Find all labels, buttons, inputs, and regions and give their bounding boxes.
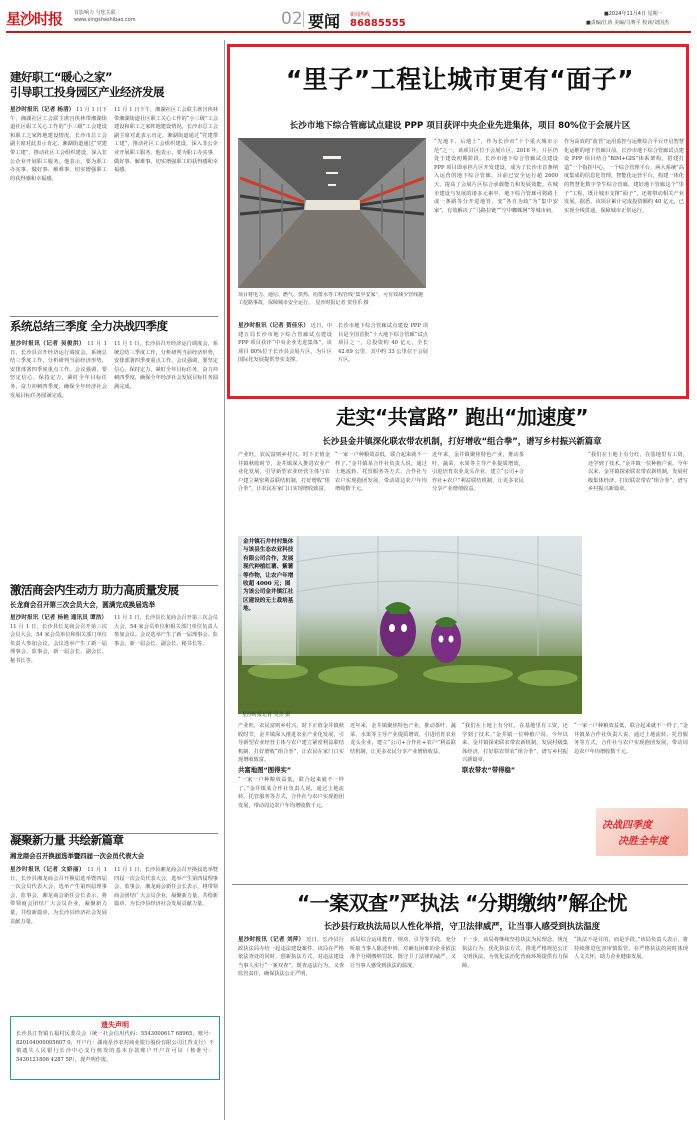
second-col-upper-2-text: “一家一户种粮效益低，联合起来就不一样了。”金井镇某合作社负责人说，通过土地流转、托管服务等方式，合作社与农户实现抱团发展，带动周边农户年均增收数千元。 bbox=[335, 452, 427, 493]
page-number: 02 bbox=[281, 9, 303, 29]
left-article-3-subtitle: 长龙商会召开第三次会员大会，圆满完成换届选举 bbox=[10, 601, 156, 609]
left-article-3-body: 11 月 1 日，长沙县长龙商会召开第三次会员大会，54 家会员单位和相关部门单位负责人参加会议。会议选举产生了新一届理事会、监事会，新一届会长、副会长、秘书长等。 bbox=[10, 623, 107, 664]
left-article-4-byline: 星沙时报讯（记者 文娇丽） bbox=[10, 867, 86, 873]
left-article-2-body-cont: 11 月 1 日，长沙县召开经济运行调度会，系统总结三季度工作，分析研判当前经济形势，安排部署四季度重点工作。会议强调，要坚定信心、保持定力，紧盯全年目标任务，奋力冲刺四季度，确保全年经济社会发展目标任务圆满完成。 bbox=[114, 341, 218, 390]
third-col-1 bbox=[238, 936, 344, 1118]
second-headline: 走实“共富路” 跑出“加速度” bbox=[335, 405, 589, 429]
editors: ■责编/江涛 美编/马赛平 校读/刘国杰 bbox=[586, 20, 669, 26]
left-article-1-byline: 星沙时报讯（记者 杨清） bbox=[10, 107, 75, 113]
third-col-2-text: 该局综合运用教育、规劝、引导等手段，充分听取当事人陈述申辩，对确有困难的企业依法准予分期缴纳罚款，既守卫了法律的威严，又让当事人感受到执法的温度。 bbox=[350, 937, 456, 969]
left-article-4-body: 11 月 1 日，长沙县湘龙商会召开换届选举暨四届一次会员代表大会，选举产生第四届理事会、监事会，湘龙商会新任会长表示，将带领商会团结广大会员企业，凝聚新力量，共绘新篇章，为长沙县经济社会发展贡献力量。 bbox=[10, 867, 107, 925]
third-byline: 星沙时报讯（记者 刘萍） bbox=[238, 937, 305, 943]
second-col-lower-1 bbox=[238, 722, 344, 882]
second-col-lower-1-text: 产业旺，农民富则乡村兴。时下正值金井镇秋收时节，金井镇深入推进农业产业化发展，引导新型农业经营主体与农户建立紧密利益联结机制，打好增收“组合拳”，让农民在家门口实现增收致富。 bbox=[238, 723, 344, 764]
main-col-3-text: 作为高效的“血管”运用监控与运维综合平台开启智慧化运维的地下管廊目前，长沙市地下综合管廊试点建设 PPP 项目结合“BIM+GIS”体系架构，搭建打造“一个指挥中心，一个综合管理平台，两大系统”高度集成的信息化管理，智能化运营平台，构建一体化的智慧化数字孪生综合管廊。建好地下管廊这个“里子”工程，既让城市支撑“面子”，还将带动相关产业发展。据悉，该项目累计完成投资额约 40 亿元，已实现全线贯通，保障城市正常运行。 bbox=[564, 139, 684, 214]
third-col-2 bbox=[350, 936, 456, 1118]
second-col-upper-2 bbox=[335, 451, 427, 536]
third-col-4-text: “执法不是目的，而是手段。”该局负责人表示，将持续推进包容审慎监管，在严格执法的同时体现人文关怀，助力企业健康发展。 bbox=[574, 937, 688, 961]
second-col-lower-3-text: “我们在土地上有分红，在基地里有工资，还学到了技术。”金井镇一位种植户说。今年以来，金井镇探索联农带农新机制，发展村级集体经济，打好联农带农“组合拳”，谱写乡村振兴新篇章。 bbox=[462, 723, 568, 764]
left-article-2-headline: 系统总结三季度 全力决战四季度 bbox=[10, 319, 168, 333]
third-col-1-text: 近日，长沙县行政执法局办结一起违法建设案件，该局在严格依法查处的同时，创新执法方式，对违法建设当事人实行“一案双查”，既查违法行为，又查监管责任，确保执法公正严明。 bbox=[238, 937, 344, 978]
main-col-1 bbox=[238, 322, 332, 392]
left-article-1-body-cont: 11 月 1 日下午，湘湖社区工会联主席宫侠林带湘湖街道社区职工关心工作的“小三级”工会建设和职工之家阵地建设情况。长沙市总工会副主席对此表示肯定。湘湖街道通过“党建带工建”，推动社区工会组织建设，深入非公企业开展职工服务。他表示，要为职工办实事、做好事、解难事，切实增强职工的获得感和幸福感。 bbox=[114, 107, 218, 174]
left-column bbox=[6, 40, 220, 1120]
second-subheadline: 长沙县金井镇深化联农带农机制，打好增收“组合拳”，谱写乡村振兴新篇章 bbox=[322, 436, 602, 446]
third-col-4 bbox=[574, 936, 688, 1118]
page-number-divider bbox=[303, 11, 304, 27]
left-article-3-headline: 激活商会内生动力 助力高质量发展 bbox=[10, 583, 179, 597]
left-article-4-col-2 bbox=[114, 866, 218, 1014]
left-article-3-col-1 bbox=[10, 614, 107, 826]
third-subheadline: 长沙县行政执法局以人性化举措，守卫法律威严，让当事人感受到执法温度 bbox=[323, 921, 601, 931]
second-col-right bbox=[588, 451, 688, 714]
greenhouse-photographer: 星沙时报记者 吴杰 摄 bbox=[242, 712, 291, 718]
hotline-label: 新闻热线 bbox=[350, 12, 371, 18]
left-article-1-headline: 建好职工“暖心之家” 引导职工投身园区产业经济发展 bbox=[10, 70, 164, 99]
campaign-badge-line-1: 决战四季度 bbox=[602, 820, 652, 831]
third-col-3-text: 下一步，该局将继续坚持执法为民理念，规范执法行为，优化执法方式，推进严格规范公正文明执法，为优化法治化营商环境提供有力保障。 bbox=[462, 937, 568, 969]
second-subsection-1: 共富地图“图得实” bbox=[238, 765, 292, 774]
second-col-lower-4 bbox=[574, 722, 688, 806]
left-article-1-col-2 bbox=[114, 106, 218, 314]
left-article-2-col-2 bbox=[114, 340, 218, 585]
campaign-badge bbox=[596, 808, 688, 856]
slogan bbox=[74, 10, 136, 24]
second-col-right-text: “我们在土地上有分红，在基地里有工资，还学到了技术。”金井镇一位种植户说。今年以来，金井镇探索联农带农新机制，发展村级集体经济，打好联农带农“组合拳”，谱写乡村振兴新篇章。 bbox=[588, 452, 688, 493]
second-col-lower-2 bbox=[350, 722, 456, 882]
lost-notice-body: 长沙县江背镇五福村民委员会（统一社会信用代码：5543000617 68965，账号：820104000005607 0，开户行：湖南星沙农村商业银行股份有限公司江背支行）不慎遗失人民银行长沙中心支行核发的基本存款账户开户许可证（核准号：5430121806 4287 5P），现声明作废。 bbox=[16, 1031, 214, 1063]
left-article-2-body: 11 月 1 日，长沙县召开经济运行调度会，系统总结三季度工作，分析研判当前经济形势，安排部署四季度重点工作。会议强调，要坚定信心、保持定力，紧盯全年目标任务，奋力冲刺四季度，确保全年经济社会发展目标任务圆满完成。 bbox=[10, 341, 107, 399]
main-headline: “里子”工程让城市更有“面子” bbox=[285, 65, 635, 94]
slogan-line-2: www.xingshashibao.com bbox=[74, 17, 136, 23]
second-col-upper-3 bbox=[432, 451, 524, 536]
main-byline: 星沙时报讯（记者 贺佳乐） bbox=[238, 323, 309, 329]
pipe-gallery-illustration bbox=[238, 138, 426, 288]
third-headline: “一案双查”严执法 “分期缴纳”解企忧 bbox=[296, 891, 628, 915]
left-article-1-col-1 bbox=[10, 106, 107, 314]
main-col-2-text: “先地下、后地上”，作为长沙市“十个重大城市示范”之一，该项目区位于会展片区，2016 年，片区仍处于建设初期阶段。长沙市地下综合管廊试点建设 PPP 项目即承担片区开发建设，成为了长沙市首条纳入运营的地下综合管廊。目前已安全运行超 2600 天，提高了会展片区综合承载能力和发展效能。在城市建设与发展的诸多元素中，地下综合管廊可将路上或一条路等分开进地管，变“各自为政”为“集中安家”，有效解决了“马路拉链”“空中蜘蛛网”等城市病。 bbox=[434, 139, 558, 214]
issue-date: ■2024年11月4日 星期一 bbox=[604, 11, 663, 17]
second-col-upper-1-text: 产业旺，农民富则乡村兴。时下正值金井镇秋收时节，金井镇深入推进农业产业化发展，引导新型农业经营主体与农户建立紧密利益联结机制，打好增收“组合拳”，让农民在家门口实现增收致富。 bbox=[238, 452, 330, 493]
second-col-upper-3-text: 近年来，金井镇聚焦特色产业，推动茶叶、蔬菜、水果等主导产业提质增效，引进培育农业龙头企业，建立“公司+合作社+农户”利益联结机制，让更多农民分享产业增值收益。 bbox=[432, 452, 524, 493]
second-col-lower-2-text: 近年来，金井镇聚焦特色产业，推动茶叶、蔬菜、水果等主导产业提质增效，引进培育农业龙头企业，建立“公司+合作社+农户”利益联结机制，让更多农民分享产业增值收益。 bbox=[350, 723, 456, 755]
left-article-2-col-1 bbox=[10, 340, 107, 585]
left-article-4-headline: 凝聚新力量 共绘新篇章 bbox=[10, 833, 124, 847]
third-col-3 bbox=[462, 936, 568, 1118]
column-separator bbox=[224, 40, 225, 1120]
pipe-gallery-photo bbox=[238, 138, 426, 288]
second-subsection-2: 联农带农“带得稳” bbox=[462, 765, 516, 774]
masthead-rule bbox=[6, 31, 691, 33]
greenhouse-caption: 金井镇石井村村集体与该县生态农业科技有限公司合作，发展现代种植红薯、紫薯等作物，让农户年增收超 4000 元；图为该公司金井镇江社区建设的无土栽培基地。 bbox=[242, 537, 296, 665]
second-col-upper-1 bbox=[238, 451, 330, 536]
left-article-4-col-1 bbox=[10, 866, 107, 1014]
newspaper-logo: 星沙时报 bbox=[6, 10, 63, 28]
second-col-lower-4-text: “一家一户种粮效益低，联合起来就不一样了。”金井镇某合作社负责人说，通过土地流转、托管服务等方式，合作社与农户实现抱团发展，带动周边农户年均增收数千元。 bbox=[574, 723, 688, 755]
left-article-3-col-2 bbox=[114, 614, 218, 826]
left-article-3-byline: 星沙时报讯（记者 杨艳 通讯员 谭浩） bbox=[10, 615, 107, 621]
main-col-3 bbox=[564, 138, 684, 392]
main-col-1b bbox=[338, 322, 428, 392]
left-article-4-subtitle: 湘龙商会召开换届选举暨四届一次会员代表大会 bbox=[10, 852, 145, 860]
left-divider-1 bbox=[10, 316, 218, 317]
left-article-2-byline: 星沙时报讯（记者 吴俊洪） bbox=[10, 341, 86, 347]
left-article-1-body: 11 月 1 日下午，湘湖社区工会联主席宫侠林带湘湖街道社区职工关心工作的“小三级”工会建设和职工之家阵地建设情况。长沙市总工会副主席对此表示肯定。湘湖街道通过“党建带工建”，推动社区工会组织建设，深入非公企业开展职工服务。他表示，要为职工办实事、做好事、解难事，切实增强职工的获得感和幸福感。 bbox=[10, 107, 107, 182]
masthead bbox=[0, 0, 697, 36]
main-photo-caption: 项目将电力、通信、燃气、供热、给排水等工程管线“集中安家”，可有效减少管线施工挖路事故，保障城市安全运行。 星沙时报记者 贺佳乐 摄 bbox=[238, 292, 424, 306]
main-col-2 bbox=[434, 138, 558, 392]
second-col-lower-1-text-b: “一家一户种粮效益低，联合起来就不一样了。”金井镇某合作社负责人说，通过土地流转、托管服务等方式，合作社与农户实现抱团发展，带动周边农户年均增收数千元。 bbox=[238, 776, 344, 809]
section-title: 要闻 bbox=[308, 12, 341, 31]
second-col-lower-3 bbox=[462, 722, 568, 882]
main-col-1-text: 近日，中建五局长沙市地下综合管廊试点建设 PPP 项目获评“中央企业先进集体”，该项目 80%位于长沙县会展片区，为片区国际化发展提供坚实支撑。 bbox=[238, 323, 332, 364]
lost-notice-title: 遗失声明 bbox=[101, 1021, 129, 1029]
left-article-4-body-cont: 11 月 1 日，长沙县湘龙商会召开换届选举暨四届一次会员代表大会，选举产生第四届理事会、监事会，湘龙商会新任会长表示，将带领商会团结广大会员企业，凝聚新力量，共绘新篇章，为长沙县经济社会发展贡献力量。 bbox=[114, 867, 218, 908]
main-subheadline: 长沙市地下综合管廊试点建设 PPP 项目获评中央企业先进集体，项目 80%位于会展片区 bbox=[289, 121, 631, 131]
main-col-1b-text: 长沙市地下综合管廊试点建设 PPP 项目是全国首批“十大地下综合管廊”试点项目之一，总投资约 40 亿元，全长 42.69 公里，其中约 33 公里位于会展片区。 bbox=[338, 323, 428, 364]
hotline-number: 86885555 bbox=[350, 18, 406, 29]
lost-notice-box bbox=[10, 1016, 220, 1080]
left-article-3-body-cont: 11 月 1 日，长沙县长龙商会召开第三次会员大会，54 家会员单位和相关部门单位负责人参加会议。会议选举产生了新一届理事会、监事会，新一届会长、副会长、秘书长等。 bbox=[114, 615, 218, 647]
slogan-line-1: 有影响力 与您关联 bbox=[74, 10, 116, 16]
third-article-divider bbox=[232, 884, 688, 885]
campaign-badge-line-2: 决胜全年度 bbox=[618, 836, 668, 847]
